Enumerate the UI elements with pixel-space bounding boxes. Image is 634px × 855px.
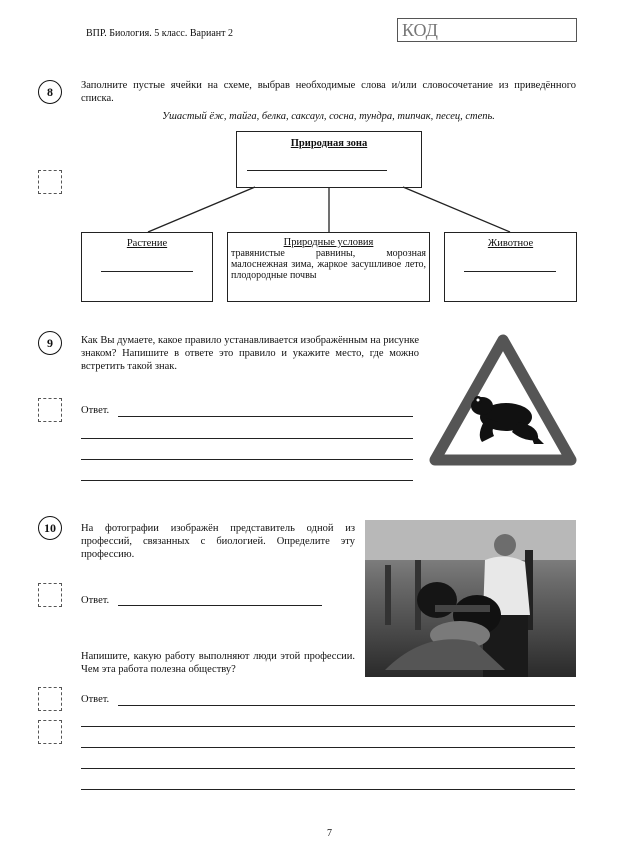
q8-instruction: Заполните пустые ячейки на схеме, выбрав необходимые слова и/или словосочетание из приведённого списка. (81, 80, 576, 104)
question-number-9: 9 (38, 331, 62, 355)
gym-trainer-photo (365, 520, 576, 677)
q10-answer-line-4[interactable] (81, 747, 575, 748)
q10-answer-line-2[interactable] (118, 705, 575, 706)
scheme-zone-title: Природная зона (290, 138, 368, 149)
q9-answer-line-4[interactable] (81, 480, 413, 481)
q10-text-1: На фотографии изображён представитель одной из профессий, связанных с биологией. Определите эту профессию. (81, 523, 355, 560)
plant-answer-line[interactable] (101, 271, 193, 272)
page-number: 7 (327, 828, 332, 839)
q10-answer-label-1: Ответ. (81, 595, 110, 606)
question-number-8: 8 (38, 80, 62, 104)
q10-text-2: Напишите, какую работу выполняют люди этой профессии. Чем эта работа полезна обществу? (81, 651, 355, 675)
q10-answer-line-3[interactable] (81, 726, 575, 727)
q10-answer-line-1[interactable] (118, 605, 322, 606)
score-box-10-2[interactable] (38, 687, 62, 711)
score-box-9[interactable] (38, 398, 62, 422)
header-title: ВПР. Биология. 5 класс. Вариант 2 (86, 28, 233, 39)
q9-answer-line-1[interactable] (118, 416, 413, 417)
scheme-animal-title: Животное (487, 238, 534, 249)
scheme-animal-box (444, 232, 577, 302)
animal-answer-line[interactable] (464, 271, 556, 272)
q9-answer-line-2[interactable] (81, 438, 413, 439)
score-box-10-3[interactable] (38, 720, 62, 744)
scheme-plant-box (81, 232, 213, 302)
frog-warning-sign-icon (428, 332, 578, 467)
scheme-conditions-box (227, 232, 430, 302)
q9-answer-line-3[interactable] (81, 459, 413, 460)
q9-text: Как Вы думаете, какое правило устанавливается изображённым на рисунке знаком? Напишите в ответе это правило и укажите место, где можно встретить такой знак. (81, 335, 419, 372)
q9-answer-label: Ответ. (81, 405, 110, 416)
scheme-plant-title: Растение (126, 238, 168, 249)
scheme-conditions-text: травянистые равнины, морозная малоснежная зима, жаркое засушливое лето, плодородные почвы (231, 248, 426, 281)
code-field[interactable]: КОД (397, 18, 577, 42)
q10-answer-label-2: Ответ. (81, 694, 110, 705)
q10-answer-line-5[interactable] (81, 768, 575, 769)
score-box-10-1[interactable] (38, 583, 62, 607)
scheme-conditions-title: Природные условия (283, 237, 374, 248)
q8-word-list: Ушастый ёж, тайга, белка, саксаул, сосна, тундра, типчак, песец, степь. (162, 111, 495, 122)
question-number-10: 10 (38, 516, 62, 540)
q10-answer-line-6[interactable] (81, 789, 575, 790)
